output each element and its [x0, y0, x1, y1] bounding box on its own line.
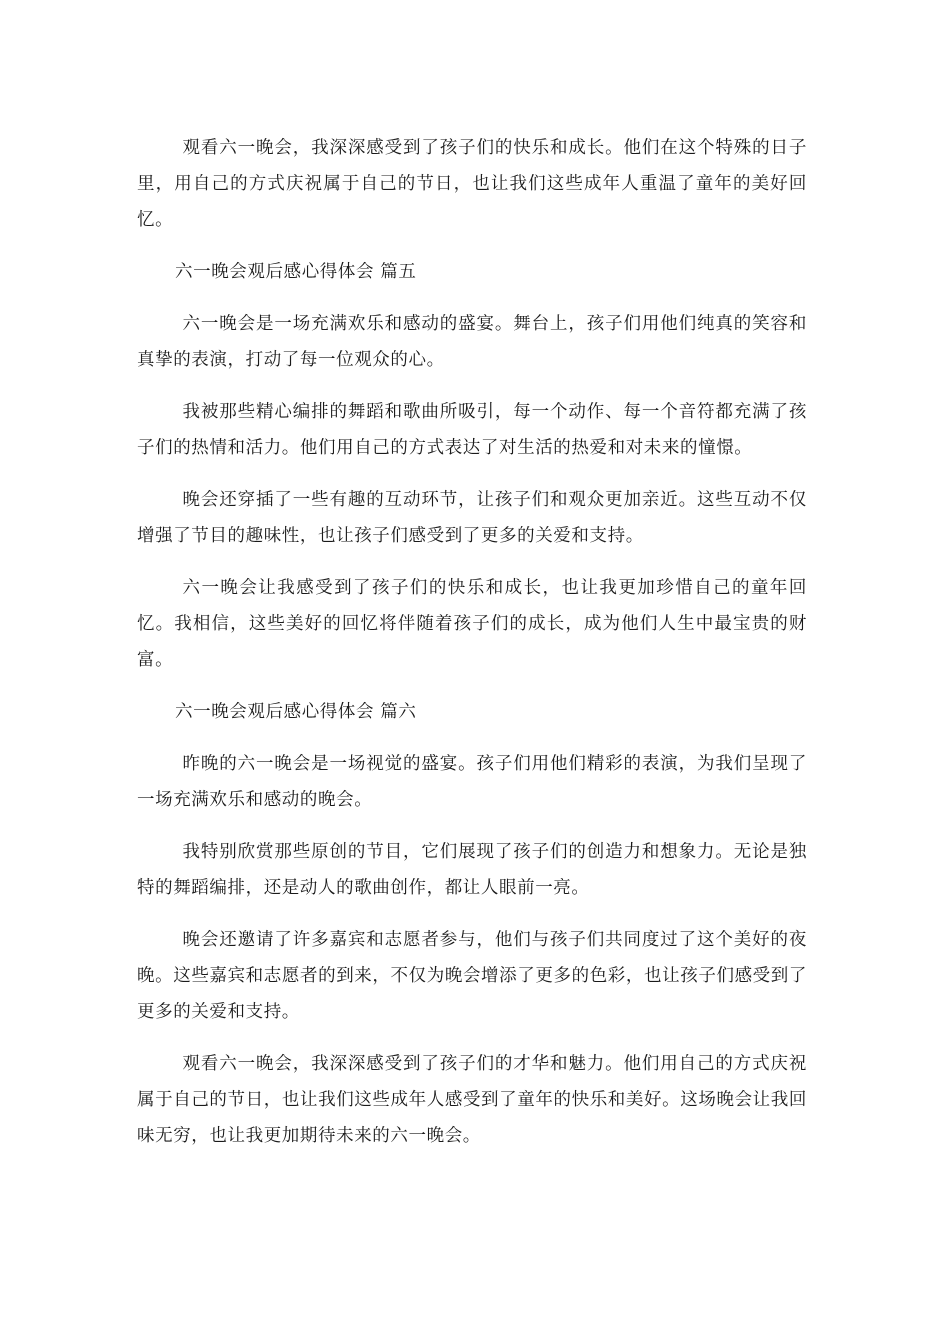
paragraph: 六一晚会让我感受到了孩子们的快乐和成长，也让我更加珍惜自己的童年回忆。我相信，这些美好的回忆将伴随着孩子们的成长，成为他们人生中最宝贵的财富。	[137, 578, 807, 670]
section-heading: 六一晚会观后感心得体会 篇五	[175, 262, 417, 282]
paragraph: 晚会还穿插了一些有趣的互动环节，让孩子们和观众更加亲近。这些互动不仅增强了节目的趣味性，也让孩子们感受到了更多的关爱和支持。	[137, 490, 807, 546]
paragraph: 我被那些精心编排的舞蹈和歌曲所吸引，每一个动作、每一个音符都充满了孩子们的热情和活力。他们用自己的方式表达了对生活的热爱和对未来的憧憬。	[137, 402, 807, 458]
paragraph: 昨晚的六一晚会是一场视觉的盛宴。孩子们用他们精彩的表演，为我们呈现了一场充满欢乐和感动的晚会。	[137, 754, 807, 810]
section-heading: 六一晚会观后感心得体会 篇六	[175, 702, 417, 722]
paragraph: 晚会还邀请了许多嘉宾和志愿者参与，他们与孩子们共同度过了这个美好的夜晚。这些嘉宾和志愿者的到来，不仅为晚会增添了更多的色彩，也让孩子们感受到了更多的关爱和支持。	[137, 930, 807, 1022]
paragraph: 观看六一晚会，我深深感受到了孩子们的快乐和成长。他们在这个特殊的日子里，用自己的方式庆祝属于自己的节日，也让我们这些成年人重温了童年的美好回忆。	[137, 138, 807, 230]
document-page	[137, 130, 807, 1170]
paragraph: 观看六一晚会，我深深感受到了孩子们的才华和魅力。他们用自己的方式庆祝属于自己的节日，也让我们这些成年人感受到了童年的快乐和美好。这场晚会让我回味无穷，也让我更加期待未来的六一晚会。	[137, 1054, 807, 1146]
paragraph: 我特别欣赏那些原创的节目，它们展现了孩子们的创造力和想象力。无论是独特的舞蹈编排，还是动人的歌曲创作，都让人眼前一亮。	[137, 842, 807, 898]
paragraph: 六一晚会是一场充满欢乐和感动的盛宴。舞台上，孩子们用他们纯真的笑容和真挚的表演，打动了每一位观众的心。	[137, 314, 807, 370]
